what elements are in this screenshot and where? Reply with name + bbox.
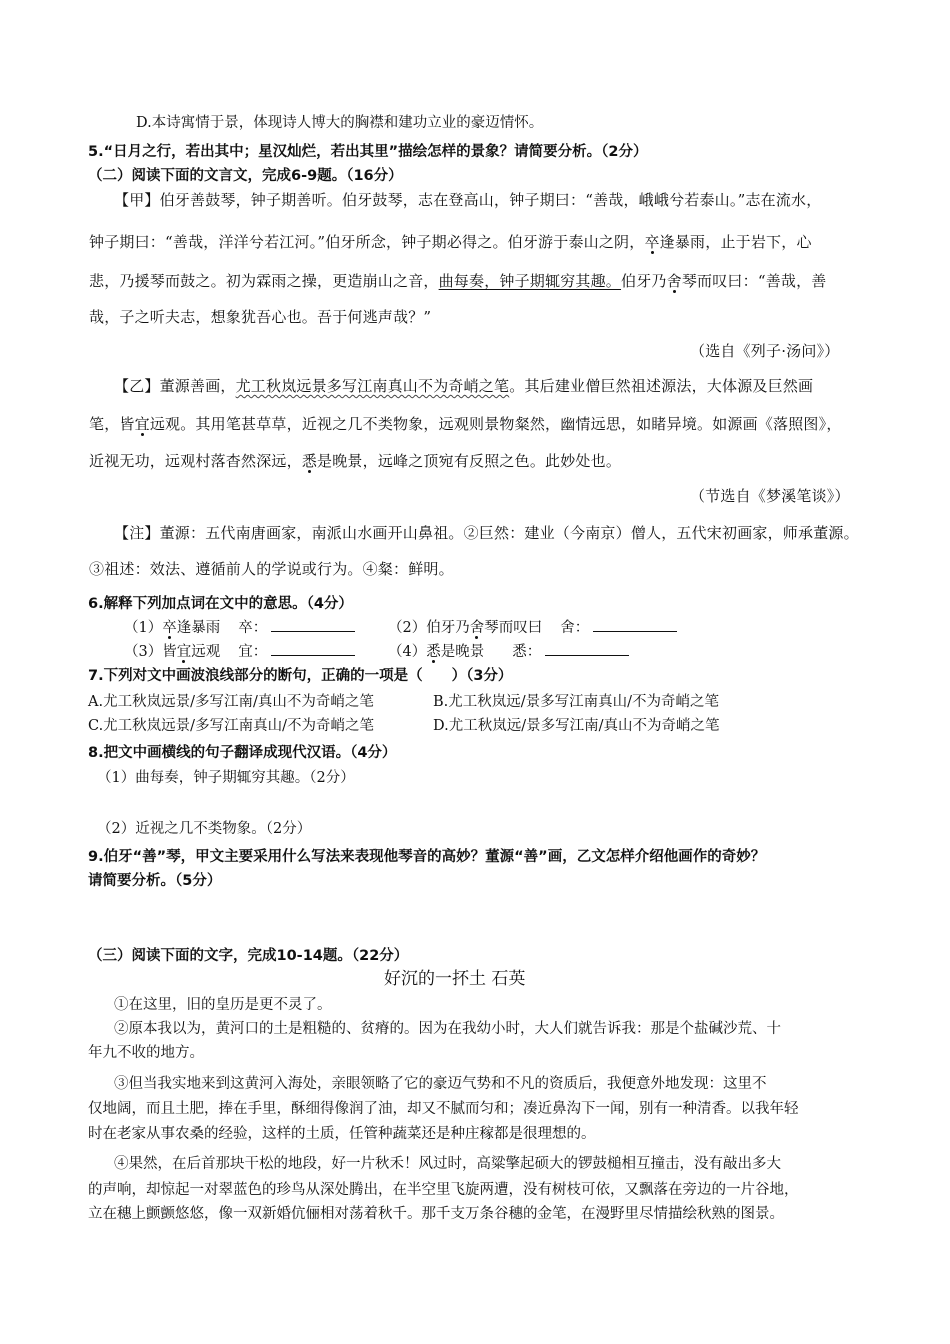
article-p4-line3: 立在穗上颤颤悠悠，像一双新婚伉俪相对荡着秋千。那千支万条谷穗的金笔，在漫野里尽情描绘秋熟的图景。 [88, 1206, 784, 1222]
q7-option-d[interactable]: D.尤工秋岚远/景多写江南/真山不为奇峭之笔 [433, 718, 720, 734]
wavy-line-sentence: 尤工秋岚远景多写江南真山不为奇峭之笔 [235, 377, 510, 395]
article-p3-line3: 时在老家从事农桑的经验，这样的土质，任管种蔬菜还是种庄稼都是很理想的。 [88, 1126, 596, 1142]
dotted-word-xi: 悉 [301, 452, 318, 470]
passage-jia-line3: 悲，乃援琴而鼓之。初为霖雨之操，更造崩山之音，曲每奏，钟子期辄穷其趣。伯牙乃舍琴而叹曰：“善哉，善 [89, 272, 827, 290]
q6-item-1: （1）卒逢暴雨 卒： [124, 617, 355, 638]
q4-option-d: D.本诗寓情于景，体现诗人博大的胸襟和建功立业的豪迈情怀。 [136, 115, 544, 131]
article-p2-line2: 年九不收的地方。 [88, 1045, 204, 1061]
article-p2-line1: ②原本我以为，黄河口的土是粗糙的、贫瘠的。因为在我幼小时，大人们就告诉我：那是个盐碱沙荒、十 [114, 1021, 781, 1037]
underlined-sentence-1: 曲每奏，钟子期辄穷其趣。 [438, 272, 622, 290]
article-title: 好沉的一抔土 石英 [384, 969, 526, 989]
passage-jia-line4: 哉，子之听夫志，想象犹吾心也。吾于何逃声哉？” [89, 308, 432, 326]
dotted-word-she: 舍 [666, 272, 682, 290]
article-p1: ①在这里，旧的皇历是更不灵了。 [114, 997, 332, 1013]
article-p4-line2: 的声响，却惊起一对翠蓝色的珍鸟从深处腾出，在半空里飞旋两遭，没有树枝可依，又飘落在旁边的一片谷地， [88, 1182, 799, 1198]
q6-item-3: （3）皆宜远观 宜： [124, 641, 355, 662]
q7-option-c[interactable]: C.尤工秋岚远景/多写江南真山/不为奇峭之笔 [88, 718, 374, 734]
answer-blank[interactable] [271, 641, 355, 656]
notes-line2: ③祖述：效法、遵循前人的学说或行为。④粲：鲜明。 [89, 560, 454, 578]
passage-yi-line2: 笔，皆宜远观。其用笔甚草草，近视之几不类物象，远观则景物粲然，幽情远思，如睹异境。如源画《落照图》， [89, 415, 842, 433]
q6-item-4: （4）悉是晚景 悉： [388, 641, 629, 662]
q6-title: 6.解释下列加点词在文中的意思。（4分） [88, 596, 353, 612]
dotted-word-zu: 卒 [644, 233, 660, 251]
article-p3-line2: 仅地阔，而且土肥，捧在手里，酥细得像润了油，却又不腻而匀和；凑近鼻沟下一闻，别有一种清香。以我年轻 [88, 1101, 799, 1117]
q7-option-b[interactable]: B.尤工秋岚远/景多写江南真山/不为奇峭之笔 [433, 694, 720, 710]
q9-line2: 请简要分析。（5分） [88, 873, 222, 889]
passage-yi-line1: 【乙】董源善画，尤工秋岚远景多写江南真山不为奇峭之笔。其后建业僧巨然祖述源法，大体源及巨然画 [114, 377, 814, 395]
answer-blank[interactable] [271, 617, 355, 632]
q8-item-2: （2）近视之几不类物象。（2分） [97, 821, 312, 837]
dotted-word-yi: 宜 [134, 415, 150, 433]
article-p3-line1: ③但当我实地来到这黄河入海处，亲眼领略了它的豪迈气势和不凡的资质后，我便意外地发现：这里不 [114, 1076, 767, 1092]
q8-title: 8.把文中画横线的句子翻译成现代汉语。（4分） [88, 745, 397, 761]
section2-header: （二）阅读下面的文言文，完成6-9题。（16分） [88, 168, 403, 184]
passage-jia-source: （选自《列子·汤问》） [690, 342, 840, 360]
q9-line1: 9.伯牙“善”琴，甲文主要采用什么写法来表现他琴音的高妙？董源“善”画，乙文怎样介绍他画作的奇妙？ [88, 849, 766, 865]
notes-line1: 【注】董源：五代南唐画家，南派山水画开山鼻祖。②巨然：建业（今南京）僧人，五代宋初画家，师承董源。 [114, 524, 859, 542]
q7-option-a[interactable]: A.尤工秋岚远景/多写江南/真山不为奇峭之笔 [88, 694, 374, 710]
q8-item-1: （1）曲每奏，钟子期辄穷其趣。（2分） [97, 770, 355, 786]
section3-header: （三）阅读下面的文字，完成10-14题。（22分） [88, 948, 409, 964]
passage-yi-line3: 近视无功，远观村落杳然深远，悉是晚景，远峰之顶宛有反照之色。此妙处也。 [89, 452, 622, 470]
q7-title: 7.下列对文中画波浪线部分的断句，正确的一项是（ ）（3分） [88, 668, 513, 684]
q5-question: 5.“日月之行，若出其中；星汉灿烂，若出其里”描绘怎样的景象？请简要分析。（2分） [88, 144, 648, 160]
answer-blank[interactable] [545, 641, 629, 656]
passage-jia-line2: 钟子期曰：“善哉，洋洋兮若江河。”伯牙所念，钟子期必得之。伯牙游于泰山之阴，卒逢暴雨，止于岩下，心 [89, 233, 812, 251]
passage-yi-source: （节选自《梦溪笔谈》） [690, 487, 850, 505]
q6-item-2: （2）伯牙乃舍琴而叹曰 舍： [388, 617, 677, 638]
passage-jia-line1: 【甲】伯牙善鼓琴，钟子期善听。伯牙鼓琴，志在登高山，钟子期曰：“善哉，峨峨兮若泰山。”志在流水， [114, 191, 822, 209]
article-p4-line1: ④果然，在后首那块干松的地段，好一片秋禾！风过时，高粱擎起硕大的锣鼓槌相互撞击，没有敲出多大 [114, 1156, 781, 1172]
answer-blank[interactable] [593, 617, 677, 632]
